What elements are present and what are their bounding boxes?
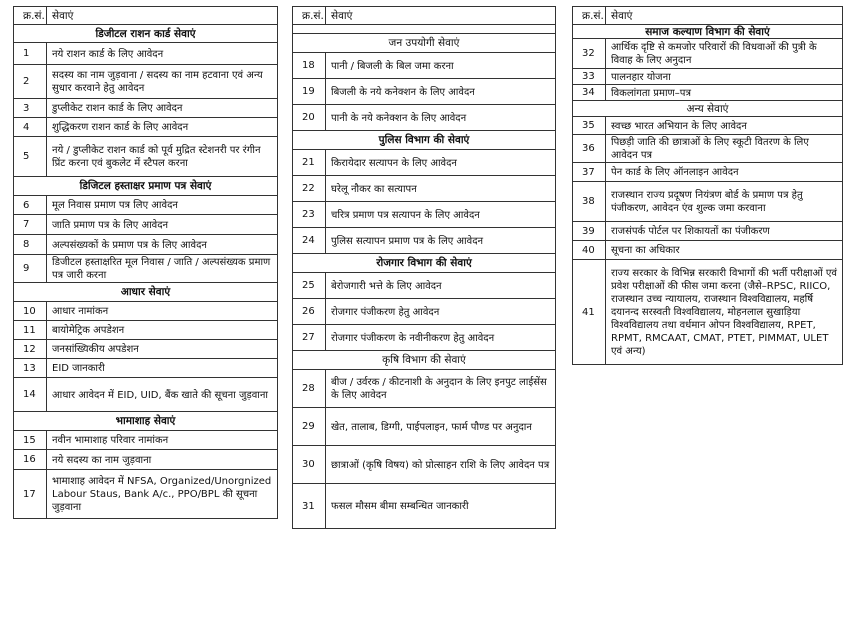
service-description: राज्य सरकार के विभिन्न सरकारी विभागों की भर्ती परीक्षाओं एवं प्रवेश परीक्षाओं की फीस जमा करना (जैसे–RPSC, RIICO, राजस्थान उच्च न्यायालय, राजस्थान विश्वविद्यालय, महर्षि दयानन्द सरस्वती विश्वविद्यालय, मोहनलाल सुखाड़िया विश्वविद्यालय तथा वर्धमान ओपन विश्वविद्यालय, RPET, RPMT, RMCAAT, CMAT, PTET, PIMMAT, ULET एवं अन्य): [611, 268, 837, 357]
service-description: शुद्धिकरण राशन कार्ड के लिए आवेदन: [52, 122, 189, 133]
service-row: [293, 446, 555, 484]
serial-number: 10: [14, 302, 47, 320]
service-row: [293, 105, 555, 131]
service-description: नये सदस्य का नाम जुड़वाना: [52, 454, 152, 466]
service-description: राजसंपर्क पोर्टल पर शिकायतों का पंजीकरण: [611, 226, 770, 237]
serial-number: 28: [293, 370, 326, 407]
serial-number: 4: [14, 118, 47, 136]
section-heading: डिजिटल हस्ताक्षर प्रमाण पत्र सेवाएं: [14, 177, 277, 196]
service-row: [573, 69, 842, 85]
service-row: [14, 470, 277, 518]
serial-number-header: क्र.सं.: [14, 7, 47, 24]
serial-number: 40: [573, 241, 606, 259]
service-description: पानी / बिजली के बिल जमा करना: [331, 60, 454, 72]
service-description: आधार नामांकन: [52, 306, 109, 317]
service-row: [14, 255, 277, 283]
serial-number: 27: [293, 325, 326, 350]
service-row: [573, 85, 842, 101]
section-heading: जन उपयोगी सेवाएं: [293, 34, 555, 53]
service-description: अल्पसंख्यकों के प्रमाण पत्र के लिए आवेदन: [52, 239, 207, 251]
serial-number: 6: [14, 196, 47, 214]
serial-number: 24: [293, 228, 326, 253]
service-row: [14, 340, 277, 359]
service-description: पानी के नये कनेक्शन के लिए आवेदन: [331, 112, 467, 124]
service-description: बेरोजगारी भत्ते के लिए आवेदन: [331, 280, 442, 292]
services-header: सेवाएं: [611, 9, 633, 22]
service-row: [573, 39, 842, 69]
service-row: [293, 176, 555, 202]
serial-number: 13: [14, 359, 47, 377]
serial-number: 22: [293, 176, 326, 201]
services-header: सेवाएं: [52, 9, 74, 22]
service-description: आर्थिक दृष्टि से कमजोर परिवारों की विधवाओं की पुत्री के विवाह के लिए अनुदान: [611, 42, 817, 66]
service-row: [573, 260, 842, 364]
serial-number: 19: [293, 79, 326, 104]
serial-number: 12: [14, 340, 47, 358]
service-description: नये / डुप्लीकेट राशन कार्ड को पूर्व मुद्रित स्टेशनरी पर रंगीन प्रिंट करना एवं बुकलेट में स्टैपल करना: [52, 145, 261, 169]
service-row: [573, 241, 842, 260]
service-row: [14, 215, 277, 235]
serial-number: 26: [293, 299, 326, 324]
serial-number: 15: [14, 431, 47, 449]
service-row: [293, 53, 555, 79]
serial-number: 18: [293, 53, 326, 78]
service-row: [293, 484, 555, 528]
service-row: [573, 117, 842, 135]
serial-number: 32: [573, 39, 606, 68]
service-row: [293, 408, 555, 446]
service-row: [14, 431, 277, 450]
service-description: बिजली के नये कनेक्शन के लिए आवेदन: [331, 86, 475, 98]
service-description: भामाशाह आवेदन में NFSA, Organized/Unorgnized Labour Staus, Bank A/c., PPO/BPL की सूचना जुड़वाना: [52, 476, 272, 513]
service-description: विकलांगता प्रमाण–पत्र: [611, 87, 691, 99]
service-row: [14, 196, 277, 215]
section-heading: समाज कल्याण विभाग की सेवाएं: [573, 25, 842, 39]
service-description: रोजगार पंजीकरण के नवीनीकरण हेतु आवेदन: [331, 332, 495, 344]
section-heading: कृषि विभाग की सेवाएं: [293, 351, 555, 370]
service-row: [293, 325, 555, 351]
serial-number: 29: [293, 408, 326, 445]
service-description: स्वच्छ भारत अभियान के लिए आवेदन: [611, 120, 747, 132]
section-heading: डिजीटल राशन कार्ड सेवाएं: [14, 25, 277, 43]
service-description: सदस्य का नाम जुड़वाना / सदस्य का नाम हटवाना एवं अन्य सुधार करवाने हेतु आवेदन: [52, 70, 263, 94]
serial-number: 7: [14, 215, 47, 234]
serial-number: 8: [14, 235, 47, 254]
service-row: [293, 370, 555, 408]
service-description: मूल निवास प्रमाण पत्र लिए आवेदन: [52, 200, 178, 211]
serial-number: 23: [293, 202, 326, 227]
service-description: बायोमेट्रिक अपडेशन: [52, 325, 125, 336]
serial-number: 16: [14, 450, 47, 469]
serial-number: 37: [573, 163, 606, 181]
service-description: रोजगार पंजीकरण हेतु आवेदन: [331, 306, 440, 318]
service-row: [14, 359, 277, 378]
serial-number: 35: [573, 117, 606, 134]
service-description: नये राशन कार्ड के लिए आवेदन: [52, 48, 164, 60]
services-table-column-3: [572, 6, 843, 365]
service-row: [573, 163, 842, 182]
service-description: खेत, तालाब, डिग्गी, पाईपलाइन, फार्म पौण्ड पर अनुदान: [331, 421, 532, 433]
serial-number: 33: [573, 69, 606, 84]
service-row: [293, 228, 555, 254]
service-row: [14, 378, 277, 412]
service-row: [293, 299, 555, 325]
service-row: [14, 302, 277, 321]
service-row: [293, 79, 555, 105]
serial-number: 34: [573, 85, 606, 100]
service-description: किरायेदार सत्यापन के लिए आवेदन: [331, 157, 457, 169]
service-description: डिजीटल हस्ताक्षरित मूल निवास / जाति / अल्पसंख्यक प्रमाण पत्र जारी करना: [52, 257, 271, 281]
services-header: सेवाएं: [331, 9, 353, 22]
serial-number: 3: [14, 99, 47, 117]
service-row: [573, 182, 842, 222]
service-description: सूचना का अधिकार: [611, 245, 680, 256]
serial-number: 21: [293, 150, 326, 175]
service-row: [14, 450, 277, 470]
serial-number: 30: [293, 446, 326, 483]
serial-number: 2: [14, 65, 47, 98]
service-row: [14, 43, 277, 65]
service-description: छात्राओं (कृषि विषय) को प्रोत्साहन राशि के लिए आवेदन पत्र: [331, 459, 550, 471]
service-description: बीज / उर्वरक / कीटनाशी के अनुदान के लिए इनपुट लाईसेंस के लिए आवेदन: [331, 377, 547, 401]
service-row: [14, 235, 277, 255]
spacer-row: [293, 25, 555, 34]
services-table-column-1: [13, 6, 278, 519]
service-row: [293, 273, 555, 299]
service-description: नवीन भामाशाह परिवार नामांकन: [52, 435, 169, 446]
serial-number: 20: [293, 105, 326, 130]
service-description: डुप्लीकेट राशन कार्ड के लिए आवेदन: [52, 103, 183, 114]
table-header-row: [293, 7, 555, 25]
service-description: पेन कार्ड के लिए ऑनलाइन आवेदन: [611, 167, 739, 178]
serial-number-header: क्र.सं.: [293, 7, 326, 24]
service-row: [14, 99, 277, 118]
service-description: जाति प्रमाण पत्र के लिए आवेदन: [52, 219, 169, 231]
service-description: EID जानकारी: [52, 363, 105, 374]
serial-number: 38: [573, 182, 606, 221]
serial-number: 5: [14, 137, 47, 176]
serial-number: 39: [573, 222, 606, 240]
service-row: [293, 202, 555, 228]
service-description: राजस्थान राज्य प्रदूषण नियंत्रण बोर्ड के प्रमाण पत्र हेतु पंजीकरण, आवेदन एंव शुल्क जमा करवाना: [611, 190, 803, 214]
service-row: [573, 222, 842, 241]
service-description: फसल मौसम बीमा सम्बन्धित जानकारी: [331, 501, 469, 512]
service-description: आधार आवेदन में EID, UID, बैंक खाते की सूचना जुड़वाना: [52, 389, 269, 401]
serial-number: 36: [573, 135, 606, 162]
serial-number: 1: [14, 43, 47, 64]
service-row: [14, 137, 277, 177]
service-row: [14, 65, 277, 99]
serial-number-header: क्र.सं.: [573, 7, 606, 24]
table-header-row: [14, 7, 277, 25]
table-header-row: [573, 7, 842, 25]
service-description: पुलिस सत्यापन प्रमाण पत्र के लिए आवेदन: [331, 235, 484, 247]
serial-number: 9: [14, 255, 47, 282]
service-row: [14, 118, 277, 137]
service-row: [293, 150, 555, 176]
section-heading: पुलिस विभाग की सेवाएं: [293, 131, 555, 150]
service-row: [573, 135, 842, 163]
service-description: पिछड़ी जाति की छात्राओं के लिए स्कूटी वितरण के लिए आवेदन पत्र: [611, 137, 809, 161]
serial-number: 14: [14, 378, 47, 411]
serial-number: 31: [293, 484, 326, 528]
serial-number: 25: [293, 273, 326, 298]
section-heading: अन्य सेवाएं: [573, 101, 842, 117]
serial-number: 11: [14, 321, 47, 339]
service-description: पालनहार योजना: [611, 71, 671, 83]
section-heading: रोजगार विभाग की सेवाएं: [293, 254, 555, 273]
service-description: घरेलू नौकर का सत्यापन: [331, 183, 417, 195]
section-heading: आधार सेवाएं: [14, 283, 277, 302]
service-description: जनसांख्यिकीय अपडेशन: [52, 344, 139, 355]
serial-number: 41: [573, 260, 606, 364]
serial-number: 17: [14, 470, 47, 518]
service-description: चरित्र प्रमाण पत्र सत्यापन के लिए आवेदन: [331, 209, 480, 221]
section-heading: भामाशाह सेवाएं: [14, 412, 277, 431]
service-row: [14, 321, 277, 340]
services-table-column-2: [292, 6, 556, 529]
